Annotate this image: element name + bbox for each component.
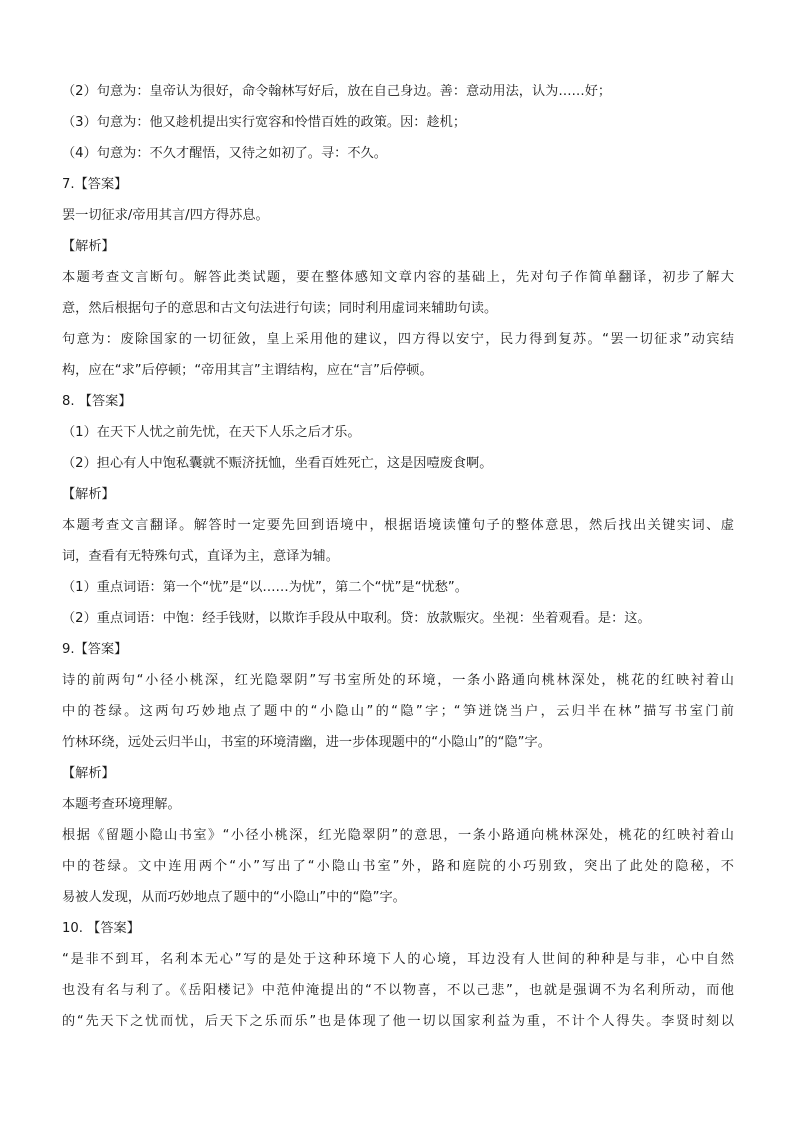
text-line: 【解析】: [62, 766, 115, 781]
text-line: 诗的前两句“小径小桃深，红光隐翠阴”写书室所处的环境，一条小路通向桃林深处，桃花的红映衬着山: [62, 673, 734, 688]
text-line: 7.【答案】: [62, 177, 128, 192]
text-line: 的“先天下之忧而忧，后天下之乐而乐”也是体现了他一切以国家利益为重，不计个人得失。李贤时刻以: [62, 1014, 734, 1029]
text-line: （2）句意为：皇帝认为很好，命令翰林写好后，放在自己身边。善：意动用法，认为……好；: [62, 84, 612, 99]
text-line: 罢一切征求/帝用其言/四方得苏息。: [62, 208, 269, 223]
text-line: 【解析】: [62, 239, 115, 254]
text-line: （1）重点词语：第一个“忧”是“以……为忧”，第二个“忧”是“忧愁”。: [62, 580, 468, 595]
text-line: 10. 【答案】: [62, 921, 140, 936]
text-line: （3）句意为：他又趁机提出实行宽容和怜惜百姓的政策。因：趁机；: [62, 115, 467, 130]
text-line: 【解析】: [62, 487, 115, 502]
text-line: 本题考查文言翻译。解答时一定要先回到语境中，根据语境读懂句子的整体意思，然后找出关键实词、虚: [62, 518, 734, 533]
text-line: 词，查看有无特殊句式，直译为主，意译为辅。: [62, 549, 339, 564]
text-line: 8. 【答案】: [62, 394, 132, 409]
text-line: （2）重点词语：中饱：经手钱财，以欺诈手段从中取利。贷：放款赈灾。坐视：坐着观看。是：这。: [62, 611, 651, 626]
text-line: （2）担心有人中饱私囊就不赈济抚恤，坐看百姓死亡，这是因噎废食啊。: [62, 456, 493, 471]
text-line: 本题考查文言断句。解答此类试题，要在整体感知文章内容的基础上，先对句子作简单翻译，初步了解大: [62, 270, 734, 285]
text-line: 竹林环绕，远处云归半山，书室的环境清幽，进一步体现题中的“小隐山”的“隐”字。: [62, 735, 551, 750]
text-line: 句意为：废除国家的一切征敛，皇上采用他的建议，四方得以安宁，民力得到复苏。“罢一切征求”动宾结: [62, 332, 734, 347]
text-line: 也没有名与利了。《岳阳楼记》中范仲淹提出的“不以物喜，不以己悲”，也就是强调不为名利所动，而他: [62, 983, 734, 998]
text-line: （4）句意为：不久才醒悟，又待之如初了。寻：不久。: [62, 146, 387, 161]
text-line: 本题考查环境理解。: [62, 797, 181, 812]
text-line: 构，应在“求”后停顿；“帝用其言”主谓结构，应在“言”后停顿。: [62, 363, 433, 378]
text-line: （1）在天下人忧之前先忧，在天下人乐之后才乐。: [62, 425, 361, 440]
text-line: 9.【答案】: [62, 642, 128, 657]
text-line: 易被人发现，从而巧妙地点了题中的“小隐山”中的“隐”字。: [62, 890, 406, 905]
text-line: 中的苍绿。文中连用两个“小”写出了“小隐山书室”外，路和庭院的小巧别致，突出了此处的隐秘，不: [62, 859, 734, 874]
text-line: 根据《留题小隐山书室》“小径小桃深，红光隐翠阴”的意思，一条小路通向桃林深处，桃花的红映衬着山: [62, 828, 734, 843]
document-page: [62, 76, 734, 1037]
text-line: 意，然后根据句子的意思和古文句法进行句读；同时利用虚词来辅助句读。: [62, 301, 498, 316]
text-line: “是非不到耳，名利本无心”写的是处于这种环境下人的心境，耳边没有人世间的种种是与非，心中自然: [62, 952, 734, 967]
text-line: 中的苍绿。这两句巧妙地点了题中的“小隐山”的“隐”字；“笋迸饶当户，云归半在林”描写书室门前: [62, 704, 734, 719]
